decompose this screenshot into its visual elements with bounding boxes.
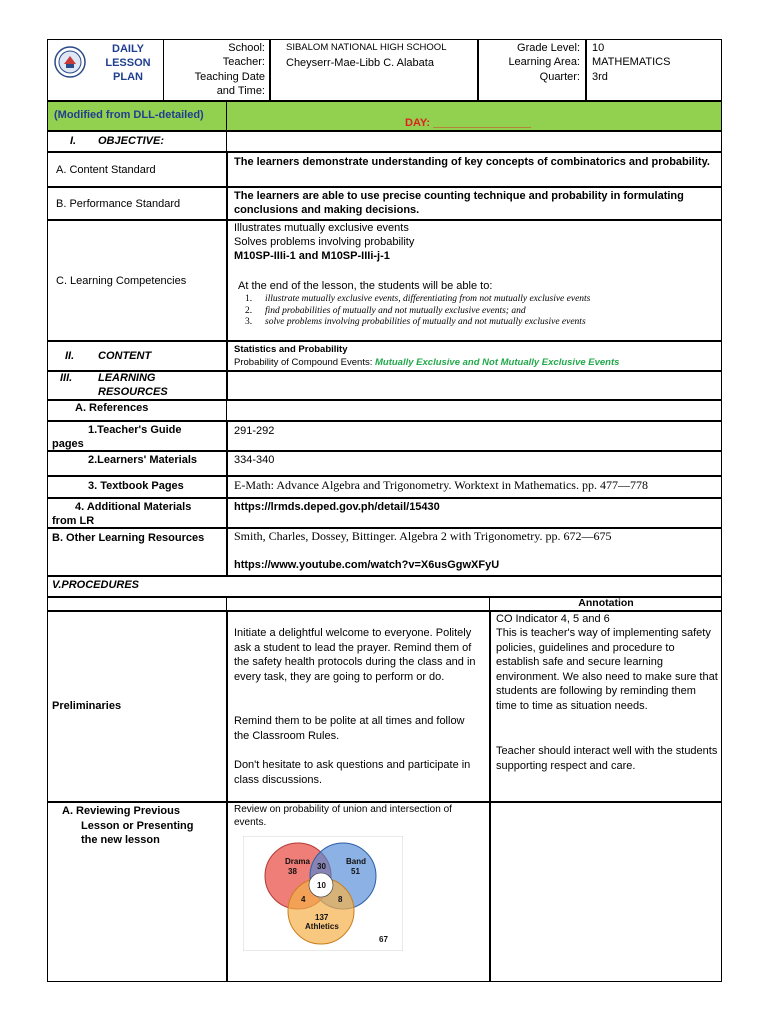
objective-num: I. bbox=[70, 135, 77, 147]
prelim-text-2: Remind them to be polite at all times and follow the Classroom Rules. bbox=[234, 715, 465, 742]
prelim-text-3: Don't hesitate to ask questions and participate in class discussions. bbox=[234, 759, 471, 786]
content-standard-value: The learners demonstrate understanding of key concepts of combinatorics and probability. bbox=[234, 156, 710, 168]
tg-label-1: 1.Teacher's Guide bbox=[88, 424, 182, 436]
logo-cell bbox=[47, 39, 163, 101]
tg-value-cell bbox=[227, 421, 722, 451]
add-value-link[interactable]: https://lrmds.deped.gov.ph/detail/15430 bbox=[234, 501, 440, 513]
other-label: B. Other Learning Resources bbox=[52, 532, 205, 544]
grade-label: Grade Level: bbox=[517, 42, 580, 54]
annotation-header: Annotation bbox=[578, 597, 634, 609]
objective-item-number: 3. bbox=[245, 317, 253, 327]
modified-label: (Modified from DLL-detailed) bbox=[54, 109, 204, 121]
review-label-1: A. Reviewing Previous bbox=[62, 805, 180, 817]
performance-standard-value: The learners are able to use precise counting technique and probability in formulating conclusions and making decisions. bbox=[234, 190, 684, 216]
prelim-text-1: Initiate a delightful welcome to everyone. Politely ask a student to lead the prayer. Remind them of the safety health protocols during the class and in every task, they are going to perform or do. bbox=[234, 627, 476, 683]
tb-label: 3. Textbook Pages bbox=[88, 480, 184, 492]
objective-item-text: find probabilities of mutually and not mutually exclusive events; and bbox=[265, 305, 526, 316]
content-topic bbox=[234, 357, 619, 369]
quarter-label: Quarter: bbox=[539, 71, 580, 83]
resources-value-cell bbox=[227, 371, 722, 400]
day-label: DAY: ________________ bbox=[405, 117, 532, 129]
objective-item bbox=[245, 317, 590, 329]
date-label-1: Teaching Date bbox=[194, 71, 265, 83]
deped-seal-icon bbox=[54, 46, 86, 78]
content-topic-highlight: Mutually Exclusive and Not Mutually Exclusive Events bbox=[375, 357, 620, 368]
annotation-text-2: Teacher should interact well with the students supporting respect and care. bbox=[496, 745, 718, 772]
venn-diagram bbox=[243, 836, 403, 951]
dlp-title-line2: LESSON bbox=[105, 57, 151, 69]
references-label: A. References bbox=[75, 402, 149, 414]
lm-value: 334-340 bbox=[234, 454, 275, 466]
objective-item-number: 1. bbox=[245, 294, 253, 304]
annotation-header-mid bbox=[227, 597, 490, 611]
resources-heading-2: RESOURCES bbox=[98, 386, 168, 398]
lm-label: 2.Learners' Materials bbox=[88, 454, 198, 466]
venn-band-value: 51 bbox=[351, 867, 360, 876]
school-label: School: bbox=[228, 42, 265, 54]
school-value: SIBALOM NATIONAL HIGH SCHOOL bbox=[286, 42, 447, 53]
tg-label-2: pages bbox=[52, 438, 84, 450]
objective-item bbox=[245, 294, 590, 306]
dlp-title-line1: DAILY bbox=[112, 43, 144, 55]
procedures-row bbox=[47, 576, 722, 597]
venn-drama-value: 38 bbox=[288, 867, 297, 876]
date-label-2: and Time: bbox=[216, 85, 265, 97]
add-label-1: 4. Additional Materials bbox=[75, 501, 192, 513]
other-value-2-link[interactable]: https://www.youtube.com/watch?v=X6usGgwXFyU bbox=[234, 559, 500, 571]
annotation-header-left bbox=[47, 597, 227, 611]
teacher-label: Teacher: bbox=[222, 56, 265, 68]
competencies-label: C. Learning Competencies bbox=[56, 275, 187, 287]
competency-codes: M10SP-IIIi-1 and M10SP-IIIi-j-1 bbox=[234, 250, 390, 262]
objective-item-number: 2. bbox=[245, 305, 253, 316]
resources-num: III. bbox=[60, 372, 73, 384]
venn-drama-athletics-value: 4 bbox=[301, 895, 306, 904]
other-value-1: Smith, Charles, Dossey, Bittinger. Algebra 2 with Trigonometry. pp. 672—675 bbox=[234, 529, 612, 543]
objective-heading: OBJECTIVE: bbox=[98, 135, 165, 147]
content-num: II. bbox=[65, 350, 75, 362]
review-annotation-cell bbox=[490, 802, 722, 982]
review-label-2: Lesson or Presenting bbox=[81, 820, 194, 832]
tb-value: E-Math: Advance Algebra and Trigonometry. Worktext in Mathematics. pp. 477—778 bbox=[234, 478, 648, 492]
venn-drama-band-value: 30 bbox=[317, 862, 326, 871]
venn-center-value: 10 bbox=[317, 881, 326, 890]
lm-value-cell bbox=[227, 451, 722, 476]
dlp-title-line3: PLAN bbox=[113, 71, 143, 83]
venn-athletics-label: Athletics bbox=[305, 922, 339, 931]
objective-item bbox=[245, 306, 590, 318]
venn-outside-value: 67 bbox=[379, 935, 388, 944]
preliminaries-label: Preliminaries bbox=[52, 700, 122, 712]
venn-band-label: Band bbox=[346, 857, 366, 866]
review-label-3: the new lesson bbox=[81, 834, 160, 846]
area-value: MATHEMATICS bbox=[592, 56, 671, 68]
venn-athletics-value: 137 bbox=[315, 913, 329, 922]
content-standard-label: A. Content Standard bbox=[56, 164, 156, 176]
objective-item-text: solve problems involving probabilities of mutually and not mutually exclusive events bbox=[265, 317, 586, 327]
objectives-intro: At the end of the lesson, the students will be able to: bbox=[238, 280, 493, 292]
venn-drama-label: Drama bbox=[285, 857, 310, 866]
tg-value: 291-292 bbox=[234, 425, 275, 437]
annotation-title: CO Indicator 4, 5 and 6 bbox=[496, 613, 610, 625]
add-label-2: from LR bbox=[52, 515, 95, 527]
content-heading: CONTENT bbox=[98, 350, 152, 362]
venn-band-athletics-value: 8 bbox=[338, 895, 343, 904]
objectives-list bbox=[245, 294, 590, 329]
area-label: Learning Area: bbox=[508, 56, 580, 68]
teacher-value: Cheyserr-Mae-Libb C. Alabata bbox=[286, 57, 434, 69]
content-subject: Statistics and Probability bbox=[234, 344, 348, 355]
procedures-heading: V.PROCEDURES bbox=[52, 579, 140, 591]
competency-1: Illustrates mutually exclusive events bbox=[234, 222, 409, 234]
quarter-value: 3rd bbox=[592, 71, 608, 83]
objective-item-text: illustrate mutually exclusive events, differentiating from not mutually exclusive events bbox=[265, 294, 591, 304]
annotation-text-1: This is teacher's way of implementing safety policies, guidelines and procedure to establish safe and secure learning environment. We also need to make sure that students are following by reminding them time to time as situation needs. bbox=[496, 627, 718, 712]
review-text: Review on probability of union and intersection of events. bbox=[234, 804, 452, 828]
resources-heading-1: LEARNING bbox=[98, 372, 156, 384]
content-topic-prefix: Probability of Compound Events: bbox=[234, 357, 375, 368]
grade-value: 10 bbox=[592, 42, 605, 54]
competency-2: Solves problems involving probability bbox=[234, 236, 415, 248]
performance-standard-label: B. Performance Standard bbox=[56, 198, 181, 210]
